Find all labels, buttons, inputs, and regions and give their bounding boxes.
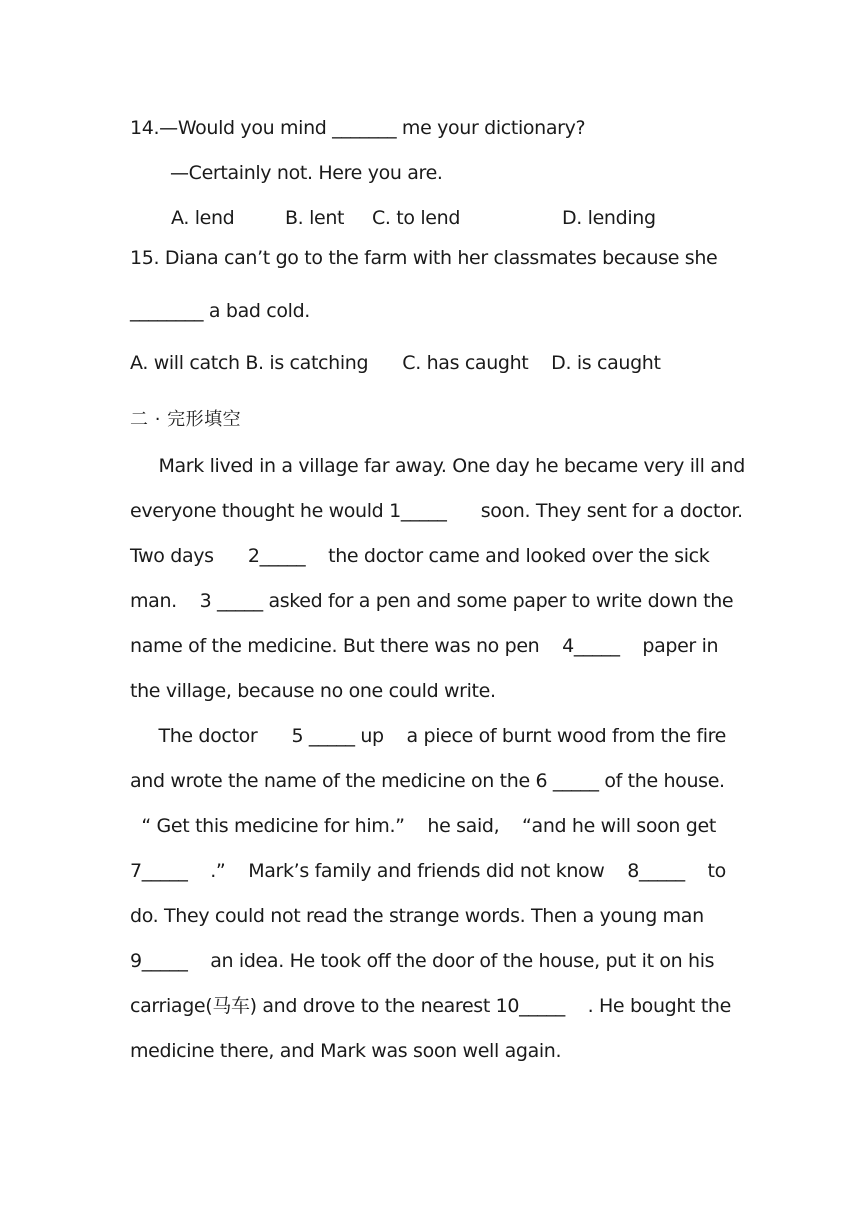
- cloze-line: 7_____ .” Mark’s family and friends did not know 8_____ to: [130, 860, 726, 882]
- cloze-line: Two days 2_____ the doctor came and looked over the sick: [130, 545, 710, 567]
- cloze-line: 9_____ an idea. He took off the door of the house, put it on his: [130, 950, 715, 972]
- cloze-line: everyone thought he would 1_____ soon. They sent for a doctor.: [130, 500, 743, 522]
- section-heading-cloze: 二 · 完形填空: [130, 409, 242, 430]
- question-14-option-a: A. lend: [171, 207, 235, 229]
- question-15-stem-line-1: 15. Diana can’t go to the farm with her classmates because she: [130, 247, 718, 269]
- question-14-option-c: C. to lend: [372, 207, 461, 229]
- cloze-line: the village, because no one could write.: [130, 680, 496, 702]
- cloze-line: and wrote the name of the medicine on the 6 _____ of the house.: [130, 770, 725, 792]
- question-14-option-b: B. lent: [285, 207, 345, 229]
- question-15-options: A. will catch B. is catching C. has caught D. is caught: [130, 352, 661, 374]
- cloze-line: medicine there, and Mark was soon well again.: [130, 1040, 562, 1062]
- cloze-line: carriage(马车) and drove to the nearest 10_____ . He bought the: [130, 995, 731, 1017]
- cloze-line: name of the medicine. But there was no pen 4_____ paper in: [130, 635, 719, 657]
- question-14-stem: 14.—Would you mind _______ me your dictionary?: [130, 117, 586, 139]
- question-14-option-d: D. lending: [562, 207, 656, 229]
- cloze-line: man. 3 _____ asked for a pen and some paper to write down the: [130, 590, 734, 612]
- question-14-reply: —Certainly not. Here you are.: [170, 162, 443, 184]
- cloze-line: Mark lived in a village far away. One day he became very ill and: [130, 455, 745, 477]
- question-15-stem-line-2: ________ a bad cold.: [130, 300, 310, 322]
- cloze-line: The doctor 5 _____ up a piece of burnt wood from the fire: [130, 725, 727, 747]
- cloze-line: “ Get this medicine for him.” he said, “and he will soon get: [130, 815, 716, 837]
- cloze-line: do. They could not read the strange words. Then a young man: [130, 905, 704, 927]
